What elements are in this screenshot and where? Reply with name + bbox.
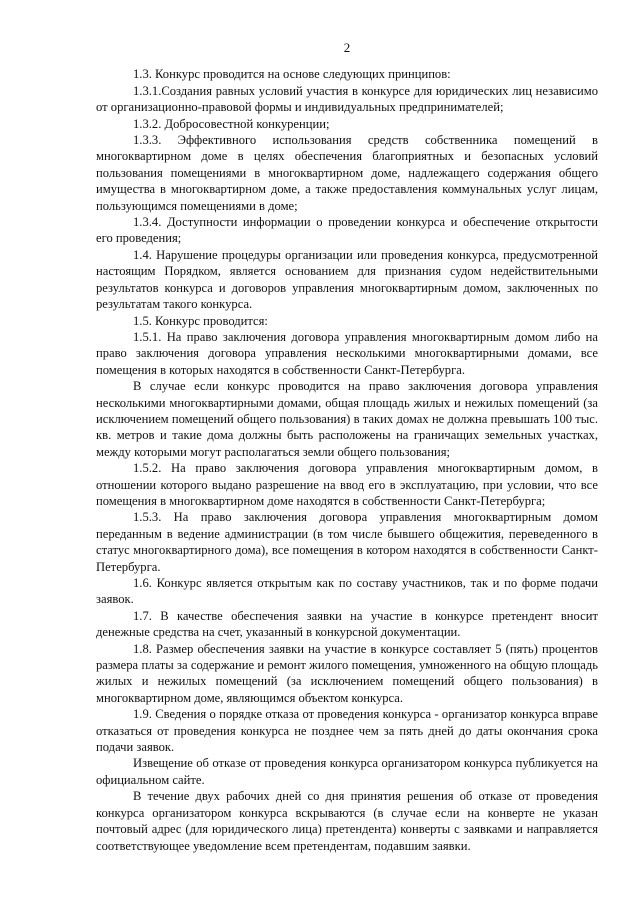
paragraph-1-9-procedure: В течение двух рабочих дней со дня принятия решения об отказе от проведения конкурса организатором конкурса вскрываются (в случае если на конверте не указан почтовый адрес (для юридического лица) претендента) конверты с заявками и направляется соответствующее уведомление всем претендентам, подавшим заявки. xyxy=(96,789,598,853)
paragraph-1-5: 1.5. Конкурс проводится: xyxy=(133,313,268,328)
paragraph-1-3-4: 1.3.4. Доступности информации о проведении конкурса и обеспечение открытости его проведения; xyxy=(96,215,598,246)
paragraph-1-5-1: 1.5.1. На право заключения договора управления многоквартирным домом либо на право заключения договора управления несколькими многоквартирными домами, все помещения в которых находятся в собственности Санкт-Петербурга. xyxy=(96,329,598,377)
paragraph-1-3-3: 1.3.3. Эффективного использования средств собственника помещений в многоквартирном доме в целях обеспечения благоприятных и безопасных условий пользования помещениями в многоквартирном доме, надлежащего содержания общего имущества в многоквартирном доме, а также предоставления коммунальных услуг лицам, пользующимся помещениями в доме; xyxy=(96,133,598,213)
paragraph-1-5-2: 1.5.2. На право заключения договора управления многоквартирным домом, в отношении которого выдано разрешение на ввод его в эксплуатацию, при условии, что все помещения в многоквартирном доме находятся в собственности Санкт-Петербурга; xyxy=(96,461,598,508)
paragraph-1-7: 1.7. В качестве обеспечения заявки на участие в конкурсе претендент вносит денежные средства на счет, указанный в конкурсной документации. xyxy=(96,608,598,640)
paragraph-1-8: 1.8. Размер обеспечения заявки на участие в конкурсе составляет 5 (пять) процентов размера платы за содержание и ремонт жилого помещения, умноженного на общую площадь жилых и нежилых помещений (за исключением помещений общего пользования) в многоквартирном доме, являющимся объектом конкурса. xyxy=(96,641,598,705)
paragraph-1-9: 1.9. Сведения о порядке отказа от проведения конкурса - организатор конкурса вправе отказаться от проведения конкурса не позднее чем за пять дней до даты окончания срока подачи заявок. xyxy=(96,707,598,755)
paragraph-1-3: 1.3. Конкурс проводится на основе следующих принципов: xyxy=(133,67,451,82)
paragraph-1-3-2: 1.3.2. Добросовестной конкуренции; xyxy=(133,116,330,131)
page-number: 2 xyxy=(343,40,351,55)
paragraph-1-4: 1.4. Нарушение процедуры организации или проведения конкурса, предусмотренной настоящим Порядком, является основанием для признания судом недействительными результатов конкурса и договоров управления многоквартирным домом, заключенных по результатам такого конкурса. xyxy=(96,247,598,312)
document-page xyxy=(96,40,598,854)
paragraph-1-9-notice: Извещение об отказе от проведения конкурса организатором конкурса публикуется на официальном сайте. xyxy=(96,756,598,787)
paragraph-1-5-3: 1.5.3. На право заключения договора управления многоквартирным домом переданным в ведение администрации (в том числе бывшего общежития, переведенного в статус многоквартирного дома), все помещения в котором находятся в собственности Санкт-Петербурга. xyxy=(96,510,598,574)
paragraph-1-3-1: 1.3.1.Создания равных условий участия в конкурсе для юридических лиц независимо от организационно-правовой формы и индивидуальных предпринимателей; xyxy=(96,83,598,115)
paragraph-1-5-1-note: В случае если конкурс проводится на право заключения договора управления несколькими многоквартирными домами, общая площадь жилых и нежилых помещений (за исключением помещений общего пользования) в таких домах не должна превышать 100 тыс. кв. метров и такие дома должны быть расположены на граничащих земельных участках, между которыми могут располагаться земли общего пользования; xyxy=(96,379,598,459)
paragraph-1-6: 1.6. Конкурс является открытым как по составу участников, так и по форме подачи заявок. xyxy=(96,576,598,607)
